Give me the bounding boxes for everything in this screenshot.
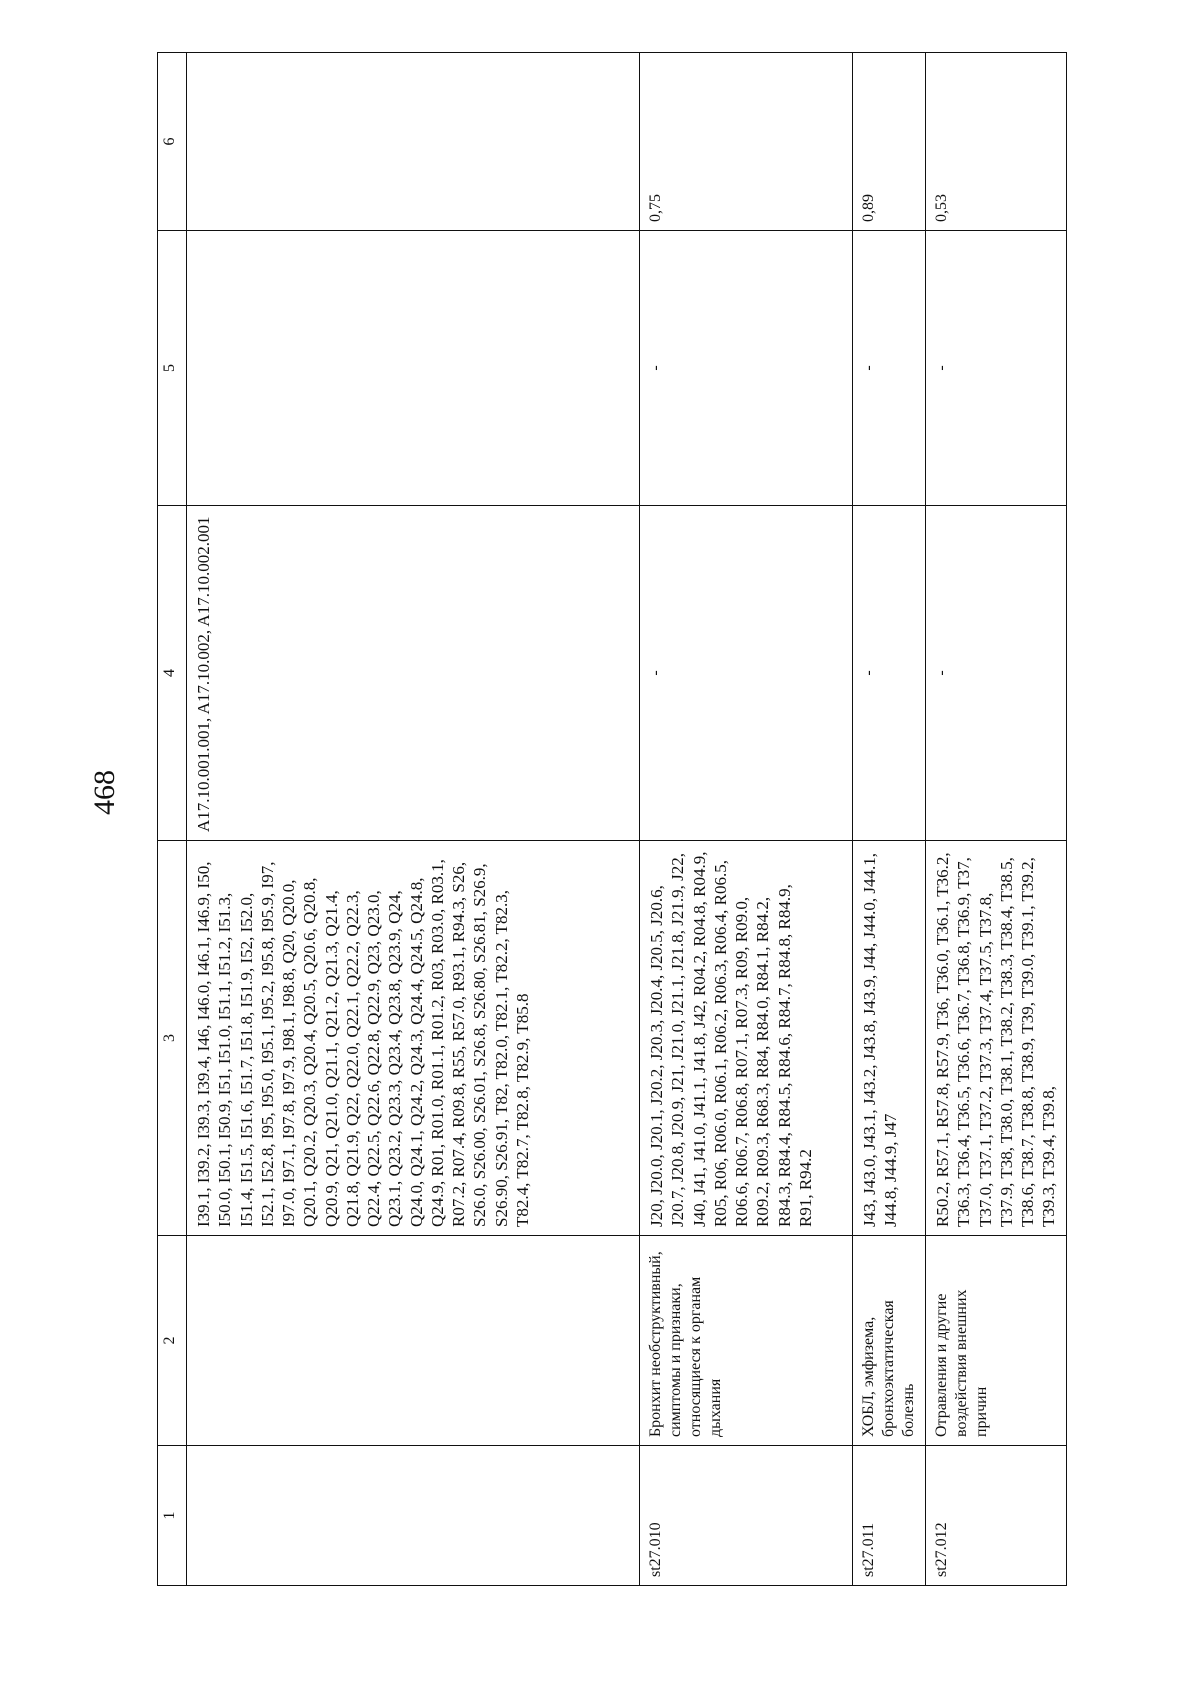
row-services: A17.10.001.001, A17.10.002, A17.10.002.001 [187, 506, 640, 841]
row-code: st27.010 [640, 1446, 853, 1586]
column-header-4: 4 [158, 506, 187, 841]
row-services: - [640, 506, 853, 841]
row-code: st27.011 [853, 1446, 926, 1586]
row-coefficient [187, 53, 640, 231]
column-header-2: 2 [158, 1236, 187, 1446]
row-code [187, 1446, 640, 1586]
column-header-6: 6 [158, 53, 187, 231]
row-coefficient: 0,53 [926, 53, 1067, 231]
row-name: ХОБЛ, эмфизема, бронхоэктатическая болезнь [853, 1236, 926, 1446]
row-col5: - [926, 231, 1067, 506]
row-col5 [187, 231, 640, 506]
column-header-3: 3 [158, 841, 187, 1236]
row-diagnoses: J20, J20.0, J20.1, J20.2, J20.3, J20.4, J20.5, J20.6, J20.7, J20.8, J20.9, J21, J21.0, J21.1, J21.8, J21.9, J22, J40, J41, J41.0, J41.1, J41.8, J42, R04.2, R04.8, R04.9, R05, R06, R06.0, R06.1, R06.2, R06.3, R06.4, R06.5, R06.6, R06.7, R06.8, R07.1, R07.3, R09, R09.0, R09.2, R09.3, R68.3, R84, R84.0, R84.1, R84.2, R84.3, R84.4, R84.5, R84.6, R84.7, R84.8, R84.9, R91, R94.2 [640, 841, 853, 1236]
header-row [158, 53, 187, 1586]
row-col5: - [640, 231, 853, 506]
row-coefficient: 0,89 [853, 53, 926, 231]
row-services: - [926, 506, 1067, 841]
tariff-table [157, 52, 1067, 1586]
row-name: Отравления и другие воздействия внешних причин [926, 1236, 1067, 1446]
row-col5: - [853, 231, 926, 506]
row-coefficient: 0,75 [640, 53, 853, 231]
column-header-1: 1 [158, 1446, 187, 1586]
rotated-table-container [157, 53, 1145, 1586]
row-name: Бронхит необструктивный, симптомы и признаки, относящиеся к органам дыхания [640, 1236, 853, 1446]
table-row [187, 53, 640, 1586]
page-number: 468 [88, 770, 121, 815]
row-diagnoses: I39.1, I39.2, I39.3, I39.4, I46, I46.0, I46.1, I46.9, I50, I50.0, I50.1, I50.9, I51, I51.0, I51.1, I51.2, I51.3, I51.4, I51.5, I51.6, I51.7, I51.8, I51.9, I52, I52.0, I52.1, I52.8, I95, I95.0, I95.1, I95.2, I95.8, I95.9, I97, I97.0, I97.1, I97.8, I97.9, I98.1, I98.8, Q20, Q20.0, Q20.1, Q20.2, Q20.3, Q20.4, Q20.5, Q20.6, Q20.8, Q20.9, Q21, Q21.0, Q21.1, Q21.2, Q21.3, Q21.4, Q21.8, Q21.9, Q22, Q22.0, Q22.1, Q22.2, Q22.3, Q22.4, Q22.5, Q22.6, Q22.8, Q22.9, Q23, Q23.0, Q23.1, Q23.2, Q23.3, Q23.4, Q23.8, Q23.9, Q24, Q24.0, Q24.1, Q24.2, Q24.3, Q24.4, Q24.5, Q24.8, Q24.9, R01, R01.0, R01.1, R01.2, R03, R03.0, R03.1, R07.2, R07.4, R09.8, R55, R57.0, R93.1, R94.3, S26, S26.0, S26.00, S26.01, S26.8, S26.80, S26.81, S26.9, S26.90, S26.91, T82, T82.0, T82.1, T82.2, T82.3, T82.4, T82.7, T82.8, T82.9, T85.8 [187, 841, 640, 1236]
row-name [187, 1236, 640, 1446]
table-row [926, 53, 1067, 1586]
row-services: - [853, 506, 926, 841]
table-row [853, 53, 926, 1586]
table-row [640, 53, 853, 1586]
row-diagnoses: J43, J43.0, J43.1, J43.2, J43.8, J43.9, J44, J44.0, J44.1, J44.8, J44.9, J47 [853, 841, 926, 1236]
row-diagnoses: R50.2, R57.1, R57.8, R57.9, T36, T36.0, T36.1, T36.2, T36.3, T36.4, T36.5, T36.6, T36.7, T36.8, T36.9, T37, T37.0, T37.1, T37.2, T37.3, T37.4, T37.5, T37.8, T37.9, T38, T38.0, T38.1, T38.2, T38.3, T38.4, T38.5, T38.6, T38.7, T38.8, T38.9, T39, T39.0, T39.1, T39.2, T39.3, T39.4, T39.8, [926, 841, 1067, 1236]
column-header-5: 5 [158, 231, 187, 506]
row-code: st27.012 [926, 1446, 1067, 1586]
